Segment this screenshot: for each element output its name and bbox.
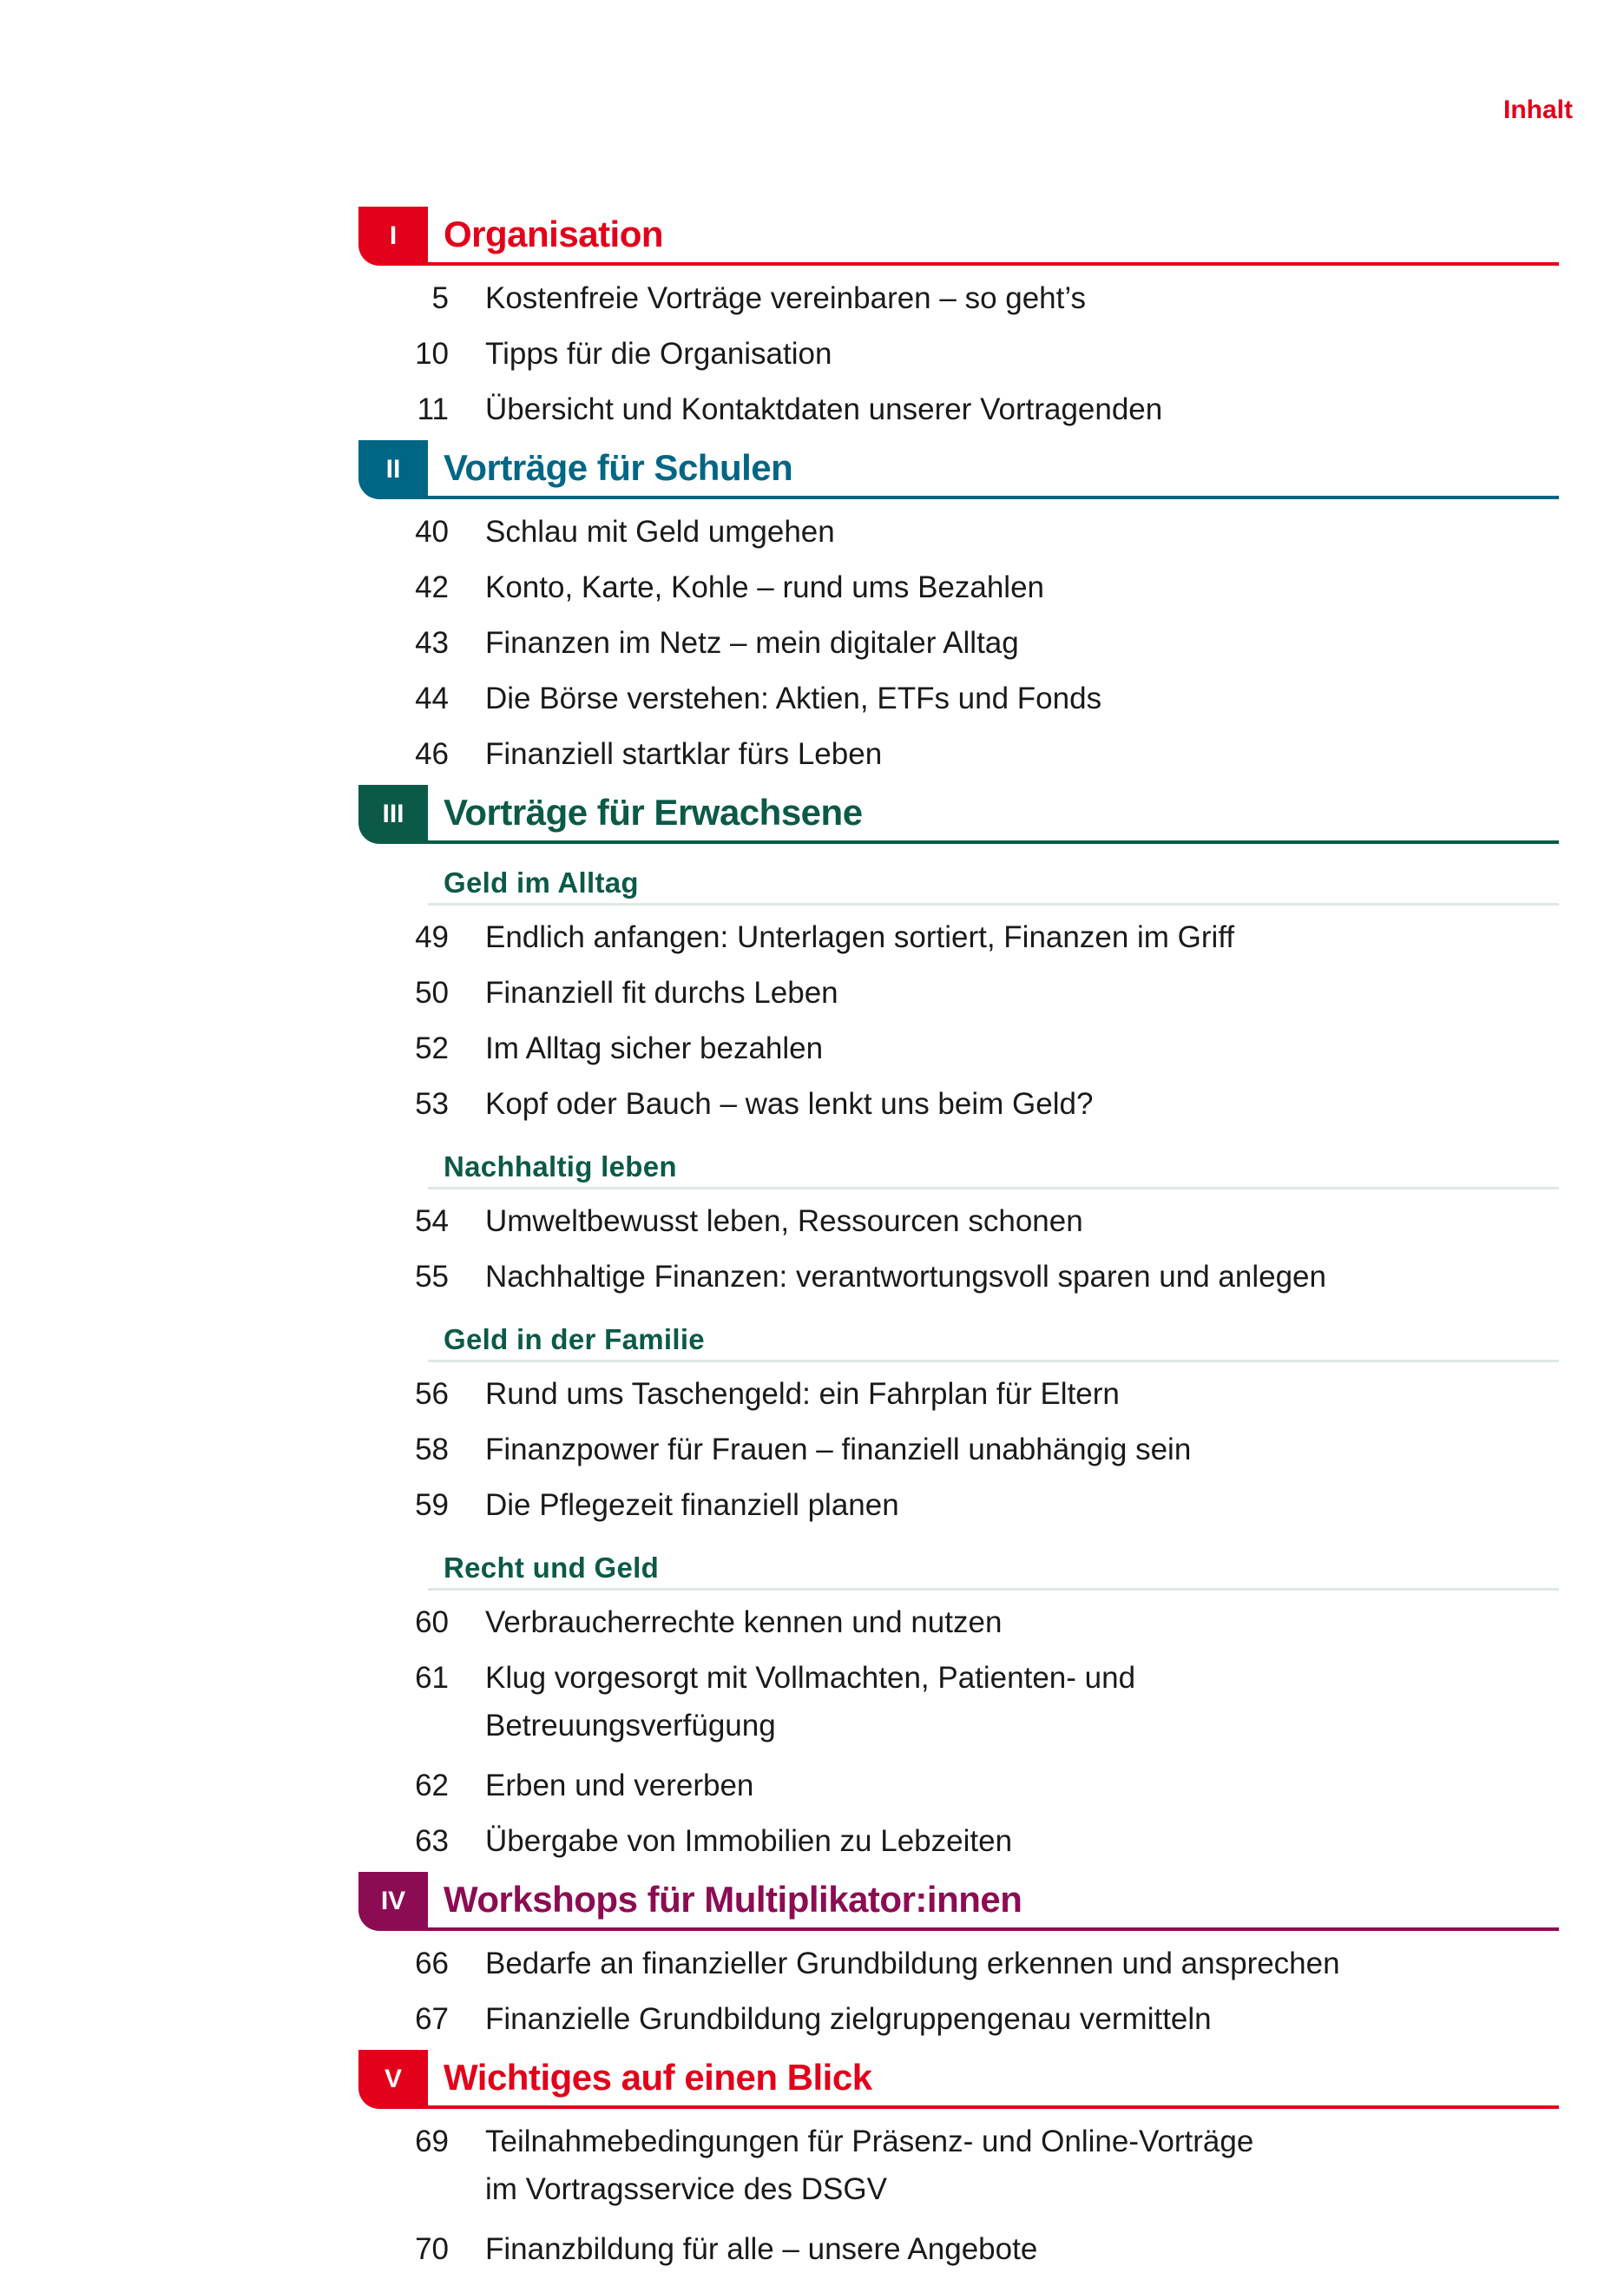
section-number-tab: II	[358, 440, 428, 499]
entry-title-line: Übergabe von Immobilien zu Lebzeiten	[485, 1824, 1013, 1858]
entry-title-line: Konto, Karte, Kohle – rund ums Bezahlen	[485, 570, 1045, 604]
entry-title[interactable]	[485, 508, 1559, 556]
section-header	[358, 440, 1559, 499]
subsection-rule	[428, 1588, 1559, 1591]
entry-title-line: Klug vorgesorgt mit Vollmachten, Patienten- und	[485, 1661, 1136, 1695]
toc-entry[interactable]	[358, 2225, 1559, 2273]
entry-title-line: Kopf oder Bauch – was lenkt uns beim Geld?	[485, 1087, 1094, 1121]
page-number: 50	[415, 976, 449, 1010]
entry-title-line: Übersicht und Kontaktdaten unserer Vortragenden	[485, 392, 1163, 426]
section-rule	[428, 496, 1559, 499]
toc-entry[interactable]	[358, 969, 1559, 1017]
entry-title-line: Betreuungsverfügung	[485, 1709, 776, 1743]
page-number: 5	[431, 281, 449, 315]
toc-entry[interactable]	[358, 274, 1559, 322]
toc-entry[interactable]	[358, 508, 1559, 556]
entry-title[interactable]	[485, 1817, 1559, 1865]
toc-entry[interactable]	[358, 1080, 1559, 1128]
toc-entry[interactable]	[358, 1024, 1559, 1072]
entry-title[interactable]	[485, 1370, 1559, 1418]
section-rule	[428, 262, 1559, 266]
section-number-tab: III	[358, 785, 428, 844]
page-number: 59	[415, 1488, 449, 1522]
entry-title[interactable]	[485, 675, 1559, 722]
page-number: 66	[415, 1947, 449, 1980]
toc-entry[interactable]	[358, 913, 1559, 961]
entry-title[interactable]	[485, 563, 1559, 611]
entry-title[interactable]	[485, 2118, 1559, 2213]
entry-title[interactable]	[485, 330, 1559, 378]
entry-title[interactable]	[485, 969, 1559, 1017]
page-number: 11	[417, 392, 449, 426]
subsection-heading: Nachhaltig leben	[444, 1150, 677, 1183]
entry-title[interactable]	[485, 2225, 1559, 2273]
page-number: 43	[415, 626, 449, 660]
page-number: 44	[415, 682, 449, 715]
page-number: 63	[415, 1824, 449, 1858]
entry-title-line: Finanzielle Grundbildung zielgruppengenau vermitteln	[485, 2002, 1212, 2036]
entry-title[interactable]	[485, 1654, 1559, 1749]
section-title[interactable]: Vorträge für Erwachsene	[444, 792, 863, 833]
entry-title-line: Finanziell fit durchs Leben	[485, 976, 838, 1010]
entry-title[interactable]	[485, 385, 1559, 433]
page-number: 49	[415, 920, 449, 954]
page-number: 61	[415, 1661, 449, 1695]
page-number: 55	[415, 1260, 449, 1294]
section-title[interactable]: Workshops für Multiplikator:innen	[444, 1879, 1022, 1920]
entry-title-line: Die Pflegezeit finanziell planen	[485, 1488, 899, 1522]
toc-entry[interactable]	[358, 1817, 1559, 1865]
entry-title[interactable]	[485, 1080, 1559, 1128]
page-number: 53	[415, 1087, 449, 1121]
toc-entry[interactable]	[358, 619, 1559, 667]
page-number: 40	[415, 515, 449, 549]
subsection-heading: Geld in der Familie	[444, 1323, 705, 1355]
entry-title-line: Finanzbildung für alle – unsere Angebote	[485, 2232, 1038, 2266]
toc-entry[interactable]	[358, 563, 1559, 611]
table-of-contents	[358, 207, 1559, 2273]
page-number: 60	[415, 1605, 449, 1639]
toc-entry[interactable]	[358, 1481, 1559, 1529]
entry-title-line: Finanzen im Netz – mein digitaler Alltag	[485, 626, 1019, 660]
entry-title-line: Im Alltag sicher bezahlen	[485, 1031, 824, 1065]
entry-title-line: Teilnahmebedingungen für Präsenz- und Online-Vorträge	[485, 2125, 1254, 2158]
entry-title-line: Schlau mit Geld umgehen	[485, 515, 835, 549]
entry-title[interactable]	[485, 1995, 1559, 2043]
section-rule	[428, 1927, 1559, 1931]
page-number: 56	[415, 1377, 449, 1411]
toc-entry[interactable]	[358, 1762, 1559, 1809]
entry-title-line: im Vortragsservice des DSGV	[485, 2172, 887, 2206]
entry-title[interactable]	[485, 730, 1559, 778]
entry-title[interactable]	[485, 1024, 1559, 1072]
entry-title-line: Nachhaltige Finanzen: verantwortungsvoll sparen und anlegen	[485, 1260, 1326, 1294]
page-number: 42	[415, 570, 449, 604]
toc-entry[interactable]	[358, 1598, 1559, 1646]
entry-title-line: Finanzpower für Frauen – finanziell unabhängig sein	[485, 1433, 1192, 1466]
entry-title-line: Finanziell startklar fürs Leben	[485, 737, 883, 771]
entry-title-line: Rund ums Taschengeld: ein Fahrplan für Eltern	[485, 1377, 1120, 1411]
entry-title[interactable]	[485, 1762, 1559, 1809]
entry-title-line: Die Börse verstehen: Aktien, ETFs und Fonds	[485, 682, 1102, 715]
toc-entry[interactable]	[358, 1654, 1559, 1749]
page-number: 54	[415, 1204, 449, 1238]
page-number: 46	[415, 737, 449, 771]
section-rule	[428, 2105, 1559, 2109]
toc-entry[interactable]	[358, 730, 1559, 778]
subsection-rule	[428, 1360, 1559, 1362]
entry-title-line: Umweltbewusst leben, Ressourcen schonen	[485, 1204, 1083, 1238]
entry-title[interactable]	[485, 1940, 1559, 1987]
entry-title[interactable]	[485, 1598, 1559, 1646]
section-number-tab: IV	[358, 1872, 428, 1931]
toc-entry[interactable]	[358, 2118, 1559, 2213]
toc-entry[interactable]	[358, 1197, 1559, 1245]
page-number: 52	[415, 1031, 449, 1065]
entry-title-line: Tipps für die Organisation	[485, 337, 832, 371]
toc-entry[interactable]	[358, 1426, 1559, 1473]
page-number: 69	[415, 2125, 449, 2158]
entry-title[interactable]	[485, 913, 1559, 961]
section-title[interactable]: Wichtiges auf einen Blick	[444, 2057, 872, 2098]
section-header	[358, 207, 1559, 266]
toc-entry[interactable]	[358, 385, 1559, 433]
toc-entry[interactable]	[358, 330, 1559, 378]
entry-title-line: Kostenfreie Vorträge vereinbaren – so geht’s	[485, 281, 1087, 315]
entry-title-line: Erben und vererben	[485, 1769, 754, 1802]
page-number: 62	[415, 1769, 449, 1802]
entry-title[interactable]	[485, 1197, 1559, 1245]
section-title[interactable]: Organisation	[444, 214, 664, 254]
section-number-tab: I	[358, 207, 428, 266]
entry-title[interactable]	[485, 1481, 1559, 1529]
entry-title[interactable]	[485, 1426, 1559, 1473]
header-label: Inhalt	[1503, 96, 1573, 124]
subsection-heading: Recht und Geld	[444, 1552, 660, 1584]
toc-entry[interactable]	[358, 1995, 1559, 2043]
entry-title-line: Endlich anfangen: Unterlagen sortiert, Finanzen im Griff	[485, 920, 1235, 954]
section-header	[358, 2050, 1559, 2109]
entry-title[interactable]	[485, 274, 1559, 322]
toc-entry[interactable]	[358, 1253, 1559, 1301]
section-header	[358, 1872, 1559, 1931]
subsection-rule	[428, 903, 1559, 906]
entry-title[interactable]	[485, 1253, 1559, 1301]
entry-title-line: Verbraucherrechte kennen und nutzen	[485, 1605, 1003, 1639]
page-number: 10	[415, 337, 449, 371]
subsection-heading: Geld im Alltag	[444, 866, 639, 899]
section-rule	[428, 840, 1559, 844]
entry-title-line: Bedarfe an finanzieller Grundbildung erkennen und ansprechen	[485, 1947, 1340, 1980]
toc-entry[interactable]	[358, 1370, 1559, 1418]
page-number: 58	[415, 1433, 449, 1466]
page-number: 70	[415, 2232, 449, 2266]
subsection-rule	[428, 1187, 1559, 1189]
toc-entry[interactable]	[358, 675, 1559, 722]
section-number-tab: V	[358, 2050, 428, 2109]
section-header	[358, 785, 1559, 844]
entry-title[interactable]	[485, 619, 1559, 667]
page-number: 67	[415, 2002, 449, 2036]
toc-entry[interactable]	[358, 1940, 1559, 1987]
section-title[interactable]: Vorträge für Schulen	[444, 447, 793, 488]
